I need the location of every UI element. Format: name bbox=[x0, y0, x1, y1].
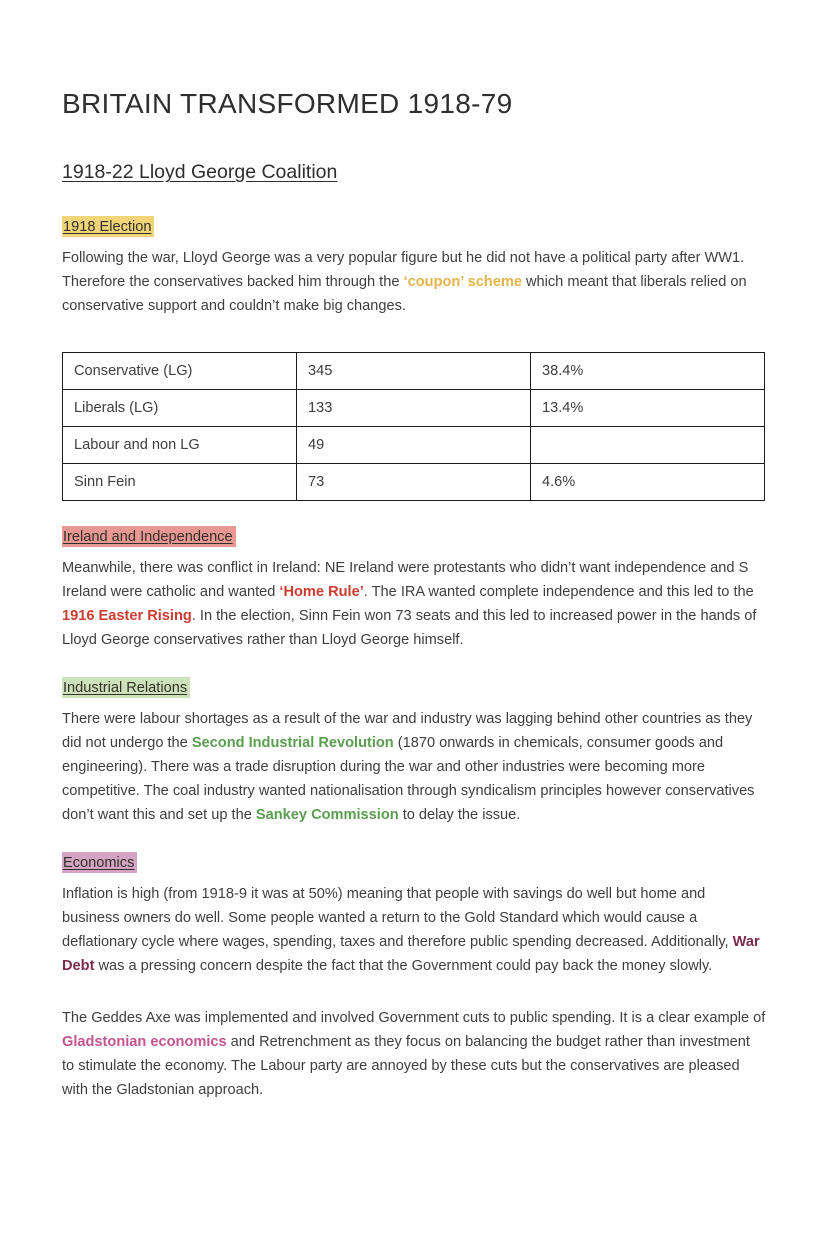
section-ireland bbox=[62, 526, 766, 547]
table-cell-seats: 49 bbox=[297, 427, 531, 464]
text-run: which meant that liberals relied on conservative support and couldn’t make big changes. bbox=[62, 274, 747, 315]
table-cell-seats: 133 bbox=[297, 390, 531, 427]
table-cell-party: Sinn Fein bbox=[63, 464, 297, 501]
document-page bbox=[0, 88, 828, 1102]
section-heading-economics: Economics bbox=[62, 852, 137, 873]
paragraph-geddes-axe bbox=[62, 1006, 766, 1102]
table-row-conservative bbox=[63, 353, 765, 390]
chapter-heading-row bbox=[62, 120, 766, 184]
term-war-debt: War Debt bbox=[62, 934, 760, 975]
term-second-industrial-revolution: Second Industrial Revolution bbox=[191, 735, 394, 752]
table-cell-share: 4.6% bbox=[531, 464, 765, 501]
table-cell-party: Labour and non LG bbox=[63, 427, 297, 464]
term-easter-rising: 1916 Easter Rising bbox=[62, 608, 192, 625]
term-coupon-scheme: ‘coupon’ scheme bbox=[403, 274, 522, 291]
table-row-labour bbox=[63, 427, 765, 464]
term-gladstonian-economics: Gladstonian economics bbox=[62, 1034, 227, 1051]
table-cell-share bbox=[531, 427, 765, 464]
table-row-sinn-fein bbox=[63, 464, 765, 501]
text-run: . The IRA wanted complete independence and this led to the bbox=[363, 584, 754, 601]
chapter-heading: 1918-22 Lloyd George Coalition bbox=[62, 161, 338, 184]
section-1918-election bbox=[62, 216, 766, 237]
text-run: Inflation is high (from 1918-9 it was at 50%) meaning that people with savings do well but home and business owners do well. Some people wanted a return to the Gold Standard which would cause a deflationary cycle where wages, spending, taxes and therefore public spending decreased. Additionally, bbox=[62, 886, 733, 951]
paragraph-ireland bbox=[62, 556, 766, 652]
election-results-table bbox=[62, 352, 765, 501]
paragraph-election bbox=[62, 246, 766, 318]
section-economics bbox=[62, 852, 766, 873]
term-sankey-commission: Sankey Commission bbox=[255, 807, 399, 824]
section-heading-industrial-relations: Industrial Relations bbox=[62, 677, 190, 698]
section-heading-ireland: Ireland and Independence bbox=[62, 526, 236, 547]
text-run: There were labour shortages as a result of the war and industry was lagging behind other countries as they did not undergo the bbox=[62, 711, 753, 752]
table-row-liberals bbox=[63, 390, 765, 427]
table-cell-party: Liberals (LG) bbox=[63, 390, 297, 427]
section-heading-1918-election: 1918 Election bbox=[62, 216, 154, 237]
page-title: BRITAIN TRANSFORMED 1918-79 bbox=[62, 88, 513, 119]
table-cell-seats: 73 bbox=[297, 464, 531, 501]
table-cell-share: 38.4% bbox=[531, 353, 765, 390]
paragraph-economics bbox=[62, 882, 766, 978]
table-cell-seats: 345 bbox=[297, 353, 531, 390]
text-run: and Retrenchment as they focus on balancing the budget rather than investment to stimulate the economy. The Labour party are annoyed by these cuts but the conservatives are pleased with the Gladstonian approach. bbox=[62, 1034, 750, 1099]
table-cell-party: Conservative (LG) bbox=[63, 353, 297, 390]
text-run: Meanwhile, there was conflict in Ireland: NE Ireland were protestants who didn’t want independence and S Ireland were catholic and wanted bbox=[62, 560, 749, 601]
text-run: The Geddes Axe was implemented and involved Government cuts to public spending. It is a clear example of bbox=[62, 1010, 766, 1027]
section-industrial-relations bbox=[62, 677, 766, 698]
text-run: was a pressing concern despite the fact that the Government could pay back the money slowly. bbox=[94, 958, 713, 975]
paragraph-industrial-relations bbox=[62, 707, 766, 827]
text-run: to delay the issue. bbox=[398, 807, 521, 824]
table-cell-share: 13.4% bbox=[531, 390, 765, 427]
text-run: Following the war, Lloyd George was a very popular figure but he did not have a political party after WW1. Therefore the conservatives backed him through the bbox=[62, 250, 745, 291]
text-run: . In the election, Sinn Fein won 73 seats and this led to increased power in the hands of Lloyd George conservatives rather than Lloyd George himself. bbox=[62, 608, 757, 649]
term-home-rule: ‘Home Rule’ bbox=[279, 584, 364, 601]
text-run: (1870 onwards in chemicals, consumer goods and engineering). There was a trade disruption during the war and other industries were becoming more competitive. The coal industry wanted nationalisation through syndicalism principles however conservatives don’t want this and set up the bbox=[62, 735, 755, 824]
